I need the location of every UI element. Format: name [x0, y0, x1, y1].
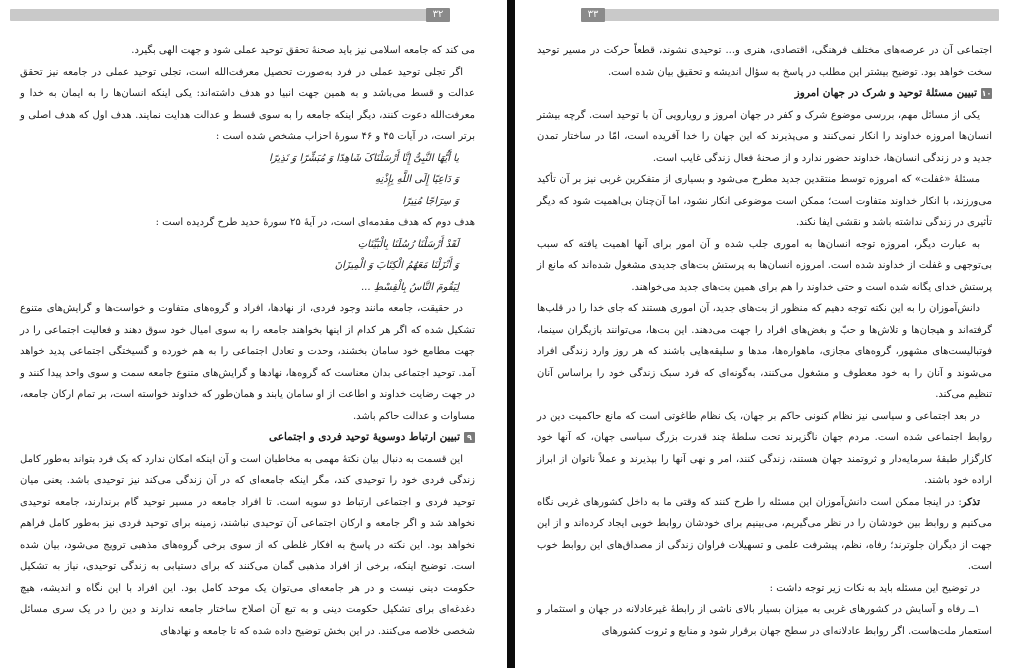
line-text: یکی از مسائل مهم، بررسی موضوع شرک و کفر در جهان امروز و رویارویی آن با توحید است. گرچه بیشتر انسان‌ها امروزه خداوند را انکار نمی‌کنند و می‌پذیرند که این جهان را خدا آفریده است، امّا در ساختار تمدن جدید و در زندگی انسان‌ها، خداوند حضور ندارد و از صحنهٔ فعال زندگی غایب است.: [537, 109, 992, 164]
line-text: به عبارت دیگر، امروزه توجه انسان‌ها به اموری جلب شده و آن امور برای آنها اهمیت یافته که سبب بی‌توجهی و غفلت از خداوند شده است. امروزه انسان‌ها به پرستش بت‌های جدیدی مشغول شده‌اند که مانع از پرستش خدای یگانه شده است و حتی خداوند را هم برای همین بت‌های جدید می‌خواهند.: [537, 238, 992, 293]
quran-verse: [20, 169, 475, 191]
paragraph-continued: [537, 40, 992, 83]
line-text: وَ أَنْزَلْنَا مَعَهُمُ الْکِتَابَ وَ الْمِیزَانَ: [334, 260, 459, 271]
line-text: اگر تجلی توحید عملی در فرد به‌صورت تحصیل معرفت‌الله است، تجلی توحید عملی در جامعه نیز تحقق عدالت و قسط می‌باشد و به همین جهت انبیا دو هدف داشته‌اند: یکی اینکه انسان‌ها را به ایمان به خدا و معرفت‌الله دعوت کنند، دیگر اینکه جامعه را به سوی قسط و عدالت هدایت نمایند. هدف اول که هدف اصلی و برتر است، در آیات ۴۵ و ۴۶ سورهٔ احزاب مشخص شده است :: [20, 66, 475, 142]
line-text: مسئلهٔ «غفلت» که امروزه توسط منتقدین جدید مطرح می‌شود و بسیاری از متفکرین غربی نیز بر آن تأکید می‌ورزند، با انکار خداوند متفاوت است؛ ممکن است موضوعی انکار نشود، اما آن‌چنان بی‌اهمیت شود که دیگر تأثیری در زندگی نداشته باشد و نقشی ایفا نکند.: [537, 174, 992, 228]
section-number-badge: ۱۰: [981, 88, 992, 98]
paragraph-continued: [20, 212, 475, 234]
line-text: این قسمت به دنبال بیان نکتهٔ مهمی به مخاطبان است و آن اینکه امکان ندارد که یک فرد بتواند به‌طور کامل زندگی فردی خود را توحیدی کند، مگر اینکه جامعه‌ای که در آن زندگی می‌کند نیز توحیدی باشد. یعنی میان توحید فردی و اجتماعی ارتباط دو سویه است. تا افراد جامعه در مسیر توحید گام برندارند، جامعه توحیدی نخواهد شد و اگر جامعه و ارکان اجتماعی آن توحیدی نباشند، زمینه برای توحید فردی نیز به‌طور کامل فراهم نخواهد بود. این نکته در پاسخ به افکار غلطی که از سوی برخی گروه‌های مذهبی ترویج می‌شود، بیان شده است. توضیح اینکه، برخی از افراد مذهبی گمان می‌کنند که برای دستیابی به زندگی توحیدی، نیاز به تشکیل حکومت دینی نیست و در هر جامعه‌ای می‌توان یک موحد کامل بود. این افراد با این نگاه و اندیشه، هیچ دغدغه‌ای برای تشکیل حکومت دینی و به تبع آن اصلاح ساختار جامعه ندارند و دین را در یک سری مسائل شخصی خلاصه می‌کنند. در این بخش توضیح داده شده که تا جامعه و نهادهای: [20, 453, 475, 637]
paragraph: [537, 406, 992, 492]
left-page-number: ۳۲: [426, 8, 450, 22]
left-header-bar: [10, 9, 448, 21]
note-label: تذکر: [961, 496, 980, 508]
quran-verse: [20, 148, 475, 170]
paragraph-continued: [20, 40, 475, 62]
line-text: ۱ــ رفاه و آسایش در کشورهای غربی به میزان بسیار بالای ناشی از رابطهٔ غیرعادلانه در جهان و استثمار و استعمار ملت‌هاست. اگر روابط عادلانه‌ای در سطح جهان برقرار شود و منابع و ثروت کشورهای: [537, 604, 992, 637]
line-text: یا أَیُّهَا النَّبِیُّ إِنَّا أَرْسَلْنَاکَ شَاهِدًا وَ مُبَشِّرًا وَ نَذِیرًا: [269, 152, 459, 164]
line-text: هدف دوم که هدف مقدمه‌ای است، در آیهٔ ۲۵ سورهٔ حدید طرح گردیده است :: [155, 217, 475, 228]
line-text: در توضیح این مسئله باید به نکات زیر توجه داشت :: [769, 582, 980, 594]
quran-verse: [20, 234, 475, 256]
paragraph: [20, 62, 475, 148]
line-text: دانش‌آموزان را به این نکته توجه دهیم که منظور از بت‌های جدید، آن اموری هستند که جای خدا را در قلب‌ها گرفته‌اند و هیجان‌ها و تلاش‌ها و حبّ و بغض‌های افراد را جهت می‌دهند. این بت‌ها، می‌توانند بازیگران سینما، فوتبالیست‌های مشهور، گروه‌های مجازی، ماهواره‌ها، مدها و سلیقه‌هایی باشند که هر روز وارد زندگی افراد می‌شوند و آنان را به خود معطوف و مشغول می‌کنند، به‌گونه‌ای که فرد سبک زندگی خود را براساس آنان تنظیم می‌کند.: [537, 303, 992, 400]
left-page: [0, 0, 505, 668]
quran-verse: [20, 255, 475, 277]
right-header-bar: [581, 9, 999, 21]
line-text: : در اینجا ممکن است دانش‌آموزان این مسئله را طرح کنند که وقتی ما به داخل کشورهای غربی نگاه می‌کنیم و روابط بین خودشان را در نظر می‌گیریم، می‌بینیم برای خودشان روابط خوبی ایجاد کرده‌اند و از این جهت از دیگران جلوترند؛ رفاه، نظم، پیشرفت علمی و تسهیلات فراوان زندگی از مصداق‌های این روابط خوب است.: [537, 496, 992, 572]
paragraph: [537, 298, 992, 406]
right-page-body: [537, 40, 992, 642]
paragraph: [537, 169, 992, 234]
paragraph: [20, 298, 475, 427]
left-page-body: [20, 40, 475, 642]
paragraph: [537, 234, 992, 299]
line-text: وَ دَاعِیًا إِلَی اللَّهِ بِإِذْنِهِ: [375, 174, 459, 185]
paragraph: [537, 578, 992, 600]
line-text: تبیین ارتباط دوسویهٔ توحید فردی و اجتماعی: [268, 431, 460, 443]
line-text: در بعد اجتماعی و سیاسی نیز نظام کنونی حاکم بر جهان، یک نظام طاغوتی است که مانع حاکمیت دین در روابط اجتماعی شده است. مردم جهان ناگزیرند تحت سلطهٔ چند قدرت بزرگ سیاسی جهان، که آنها خود کارگزار طبقهٔ سرمایه‌دار و ثروتمند جهان هستند، زندگی کنند، امر و نهی آنها را بپذیرند و عملاً ناتوان از ابراز اراده خود باشند.: [537, 410, 992, 486]
line-text: در حقیقت، جامعه مانند وجود فردی، از نهادها، افراد و گروه‌های متفاوت و خواست‌ها و گرایش‌های متنوع تشکیل شده که اگر هر کدام از اینها بخواهند جامعه را به سوی امیال خود سوق دهند و فعالیت اجتماعی را در جهت مطامع خود سامان بخشند، وحدت و تعادل اجتماعی را به هم خورده و گسیختگی اجتماعی پدید خواهد آمد. توحید اجتماعی بدان معناست که گروه‌ها، نهادها و گرایش‌های متنوع جامعه سمت و سوی واحد پیدا کنند و در جهت رضایت خداوند و اطاعت از او سامان یابند و همان‌طور که خداوند خواسته است، بر تمام ارکان جامعه، مساوات و عدالت حاکم باشد.: [20, 303, 475, 422]
quran-verse: [20, 191, 475, 213]
right-page-number: ۳۳: [581, 8, 605, 22]
line-text: اجتماعی آن در عرصه‌های مختلف فرهنگی، اقتصادی، هنری و... توحیدی نشوند، قطعاً حرکت در مسیر توحید سخت خواهد بود. توضیح بیشتر این مطلب در پاسخ به سؤال اندیشه و تحقیق بیان شده است.: [537, 45, 992, 78]
right-page: [519, 0, 1024, 668]
quran-verse: [20, 277, 475, 299]
line-text: لِیَقُومَ النَّاسُ بِالْقِسْطِ ...: [361, 281, 459, 293]
paragraph: [537, 105, 992, 170]
book-spine: [507, 0, 515, 668]
paragraph: [537, 492, 992, 578]
section-number-badge: ۹: [464, 432, 475, 443]
line-text: لَقَدْ أَرْسَلْنَا رُسُلَنَا بِالْبَیِّنَاتِ: [357, 238, 459, 250]
line-text: تبیین مسئلهٔ توحید و شرک در جهان امروز: [794, 87, 977, 99]
line-text: وَ سِرَاجًا مُنِیرًا: [402, 195, 459, 207]
line-text: می کند که جامعه اسلامی نیز باید صحنهٔ تحقق توحید عملی شود و جهت الهی بگیرد.: [131, 45, 475, 56]
paragraph: [20, 449, 475, 643]
section-heading: [20, 427, 475, 449]
section-heading: [537, 83, 992, 105]
paragraph: [537, 599, 992, 642]
